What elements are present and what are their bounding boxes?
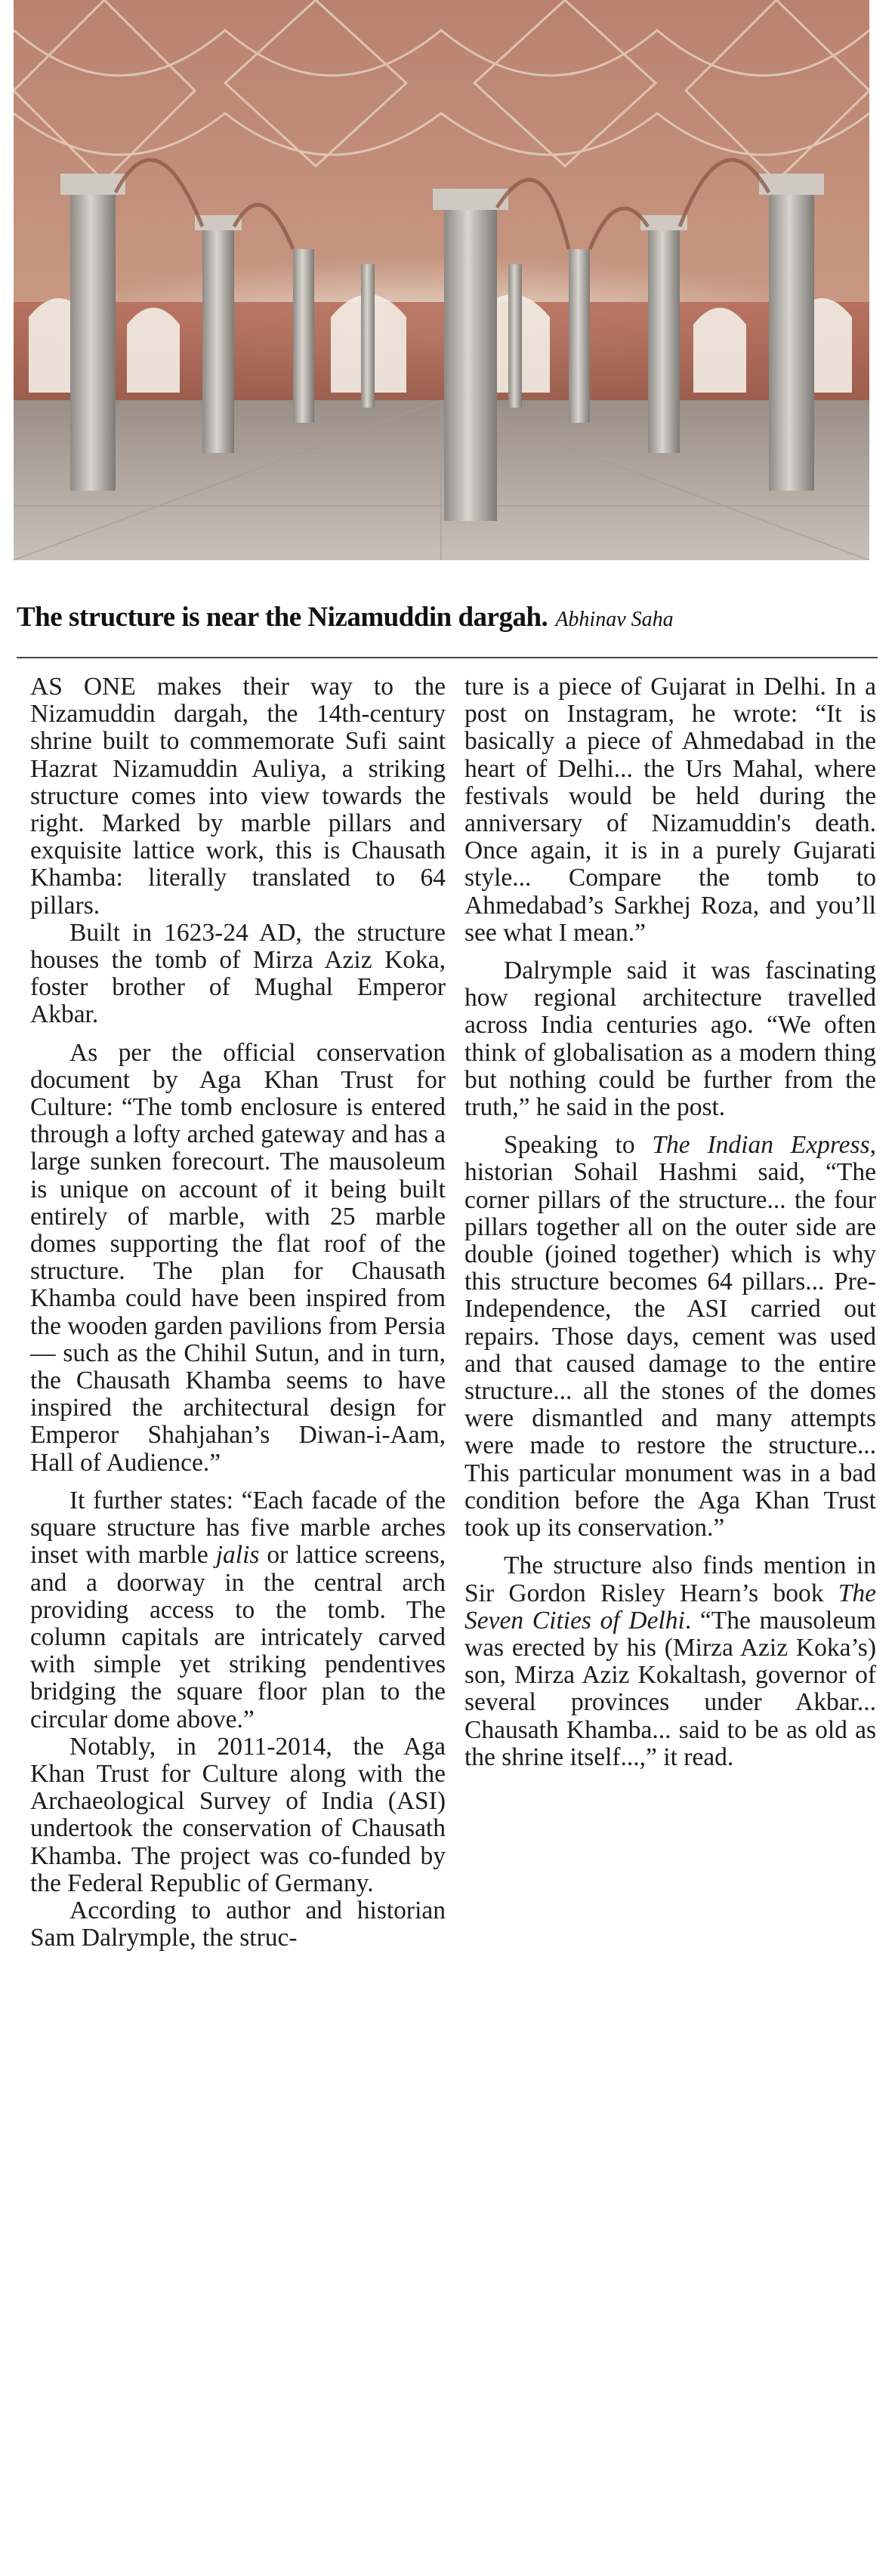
book-title: The Seven Cities of Delhi — [464, 1579, 877, 1635]
paragraph-text: Speaking to — [504, 1131, 635, 1160]
paragraph-text: . “The mausoleum was erected by his (Mirza Aziz Koka’s) son, Mirza Aziz Kokaltash, governor of several provinces under Akbar... Chausath Khamba... said to be as old as the shrine itself...,” it read. — [464, 1606, 876, 1771]
paragraph: Notably, in 2011-2014, the Aga Khan Trust for Culture along with the Archaeological Survey of India (ASI) undertook the conservation of Chausath Khamba. The project was co-funded by the Federal Republic of Germany. — [30, 1732, 446, 1897]
photo-credit: Abhinav Saha — [555, 608, 674, 631]
paragraph: As per the official conservation document by Aga Khan Trust for Culture: “The tomb enclosure is entered through a lofty arched gateway and has a large sunken forecourt. The mausoleum is unique on account of it being built entirely of marble, with 25 marble domes supporting the flat roof of the structure. The plan for Chausath Khamba could have been inspired from the wooden garden pavilions from Persia — such as the Chihil Sutun, and in turn, the Chausath Khamba seems to have inspired the architectural design for Emperor Shahjahan’s Diwan-i-Aam, Hall of Audience.” — [30, 1038, 446, 1477]
article-column-left — [30, 673, 446, 1952]
caption-divider — [17, 657, 878, 658]
paragraph: Dalrymple said it was fascinating how regional architecture travelled across India centuries ago. “We often think of globalisation as a modern thing but nothing could be further from the truth,” he said in the post. — [464, 957, 876, 1122]
paragraph — [464, 1132, 876, 1542]
article-column-right — [464, 673, 876, 1771]
paragraph-text: The structure also finds mention in Sir Gordon Risley Hearn’s book — [464, 1551, 876, 1607]
paragraph — [30, 1487, 446, 1733]
caption-text: The structure is near the Nizamuddin dargah. — [17, 602, 548, 633]
chausath-khamba-photo — [14, 0, 869, 560]
paragraph-text: or lattice screens, and a doorway in the central arch providing access to the tomb. The column capitals are intricately carved with simple yet striking pendentives bridging the square floor plan to the circular dome above.” — [30, 1541, 446, 1733]
paragraph: According to author and historian Sam Dalrymple, the struc- — [30, 1896, 446, 1952]
paragraph: Built in 1623-24 AD, the structure houses the tomb of Mirza Aziz Koka, foster brother of Mughal Emperor Akbar. — [30, 918, 446, 1029]
paragraph: ture is a piece of Gujarat in Delhi. In a post on Instagram, he wrote: “It is basically a piece of Ahmedabad in the heart of Delhi... the Urs Mahal, where festivals would be held during the anniversary of Nizamuddin's death. Once again, it is in a purely Gujarati style... Compare the tomb to Ahmedabad’s Sarkhej Roza, and you’ll see what I mean.” — [464, 673, 876, 947]
paragraph — [464, 1552, 876, 1771]
publication-name: The Indian Express — [652, 1131, 870, 1160]
photo-caption — [17, 601, 878, 633]
paragraph: AS ONE makes their way to the Nizamuddin dargah, the 14th-century shrine built to commemorate Sufi saint Hazrat Nizamuddin Auliya, a striking structure comes into view towards the right. Marked by marble pillars and exquisite lattice work, this is Chausath Khamba: literally translated to 64 pillars. — [30, 673, 446, 920]
article-photo — [14, 0, 869, 560]
paragraph-text: , historian Sohail Hashmi said, “The corner pillars of the structure... the four pillars together all on the outer side are double (joined together) which is why this structure becomes 64 pillars... Pre-Independence, the ASI carried out repairs. Those days, cement was used and that caused damage to the entire structure... all the stones of the domes were dismantled and many attempts were made to restore the structure... This particular monument was in a bad condition before the Aga Khan Trust took up its conservation.” — [464, 1131, 877, 1542]
italic-term: jalis — [215, 1541, 260, 1570]
paragraph-text: It further states: “Each facade of the square structure has five marble arches inset with marble — [30, 1486, 446, 1570]
